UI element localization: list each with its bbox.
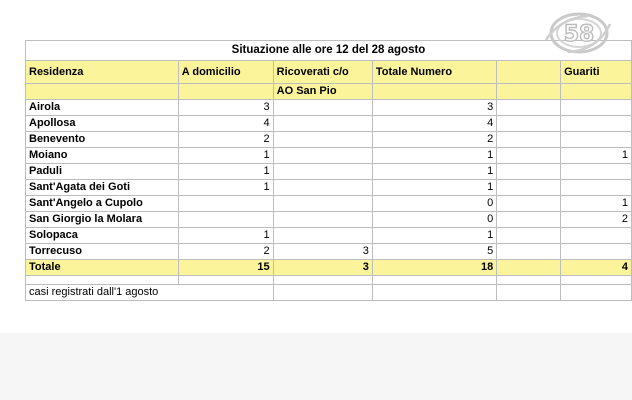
cell-ricoverati[interactable] — [273, 196, 372, 212]
covid-cases-spreadsheet — [25, 40, 632, 301]
cell-residenza[interactable]: Sant'Angelo a Cupolo — [26, 196, 179, 212]
cell-blank[interactable] — [497, 148, 561, 164]
cell-totale[interactable]: 1 — [372, 180, 496, 196]
cell-residenza[interactable]: Torrecuso — [26, 244, 179, 260]
cell-blank[interactable] — [497, 196, 561, 212]
data-rows — [26, 100, 632, 260]
table-row — [26, 196, 632, 212]
cell-ricoverati[interactable] — [273, 100, 372, 116]
header-totale-numero[interactable]: Totale Numero — [372, 61, 496, 84]
cell-totale[interactable]: 1 — [372, 164, 496, 180]
cell-totale[interactable]: 5 — [372, 244, 496, 260]
cell-guariti[interactable] — [561, 100, 632, 116]
cell-domicilio[interactable]: 1 — [178, 180, 273, 196]
cell-residenza[interactable]: Airola — [26, 100, 179, 116]
bottom-background — [0, 333, 632, 400]
cell-ricoverati[interactable] — [273, 180, 372, 196]
spacer-cell-e[interactable] — [497, 276, 561, 285]
channel-58-logo-icon — [540, 10, 614, 56]
cell-totale[interactable]: 0 — [372, 196, 496, 212]
cell-totale[interactable]: 3 — [372, 100, 496, 116]
cell-residenza[interactable]: Moiano — [26, 148, 179, 164]
cell-blank[interactable] — [497, 244, 561, 260]
logo-text: 58 — [563, 22, 595, 47]
header-row — [26, 61, 632, 84]
table-row — [26, 180, 632, 196]
total-totale[interactable]: 18 — [372, 260, 496, 276]
header-ricoverati[interactable]: Ricoverati c/o — [273, 61, 372, 84]
header-guariti[interactable]: Guariti — [561, 61, 632, 84]
sheet-title: Situazione alle ore 12 del 28 agosto — [26, 41, 632, 61]
cell-blank[interactable] — [497, 100, 561, 116]
cell-ricoverati[interactable] — [273, 212, 372, 228]
cell-ricoverati[interactable] — [273, 132, 372, 148]
cell-domicilio[interactable] — [178, 196, 273, 212]
subheader-cell-e[interactable] — [497, 84, 561, 100]
table-row — [26, 132, 632, 148]
cell-residenza[interactable]: Paduli — [26, 164, 179, 180]
total-guariti[interactable]: 4 — [561, 260, 632, 276]
cell-totale[interactable]: 2 — [372, 132, 496, 148]
cell-domicilio[interactable]: 2 — [178, 132, 273, 148]
cell-blank[interactable] — [497, 228, 561, 244]
table-row — [26, 116, 632, 132]
cell-totale[interactable]: 0 — [372, 212, 496, 228]
total-label[interactable]: Totale — [26, 260, 179, 276]
cell-ricoverati[interactable] — [273, 228, 372, 244]
cell-guariti[interactable]: 2 — [561, 212, 632, 228]
note-cell-c[interactable] — [273, 285, 372, 301]
cell-guariti[interactable] — [561, 116, 632, 132]
spacer-cell-c[interactable] — [273, 276, 372, 285]
cell-guariti[interactable] — [561, 228, 632, 244]
cell-domicilio[interactable]: 1 — [178, 164, 273, 180]
cell-blank[interactable] — [497, 132, 561, 148]
subheader-cell-f[interactable] — [561, 84, 632, 100]
cell-totale[interactable]: 4 — [372, 116, 496, 132]
cell-residenza[interactable]: San Giorgio la Molara — [26, 212, 179, 228]
cell-residenza[interactable]: Apollosa — [26, 116, 179, 132]
table-row — [26, 228, 632, 244]
cell-residenza[interactable]: Solopaca — [26, 228, 179, 244]
cell-guariti[interactable] — [561, 244, 632, 260]
cell-ricoverati[interactable] — [273, 116, 372, 132]
header-a-domicilio[interactable]: A domicilio — [178, 61, 273, 84]
note-cell[interactable]: casi registrati dall'1 agosto — [26, 285, 274, 301]
table-row — [26, 212, 632, 228]
subheader-ao-san-pio[interactable]: AO San Pio — [273, 84, 372, 100]
total-domicilio[interactable]: 15 — [178, 260, 273, 276]
spacer-cell-b[interactable] — [178, 276, 273, 285]
cell-blank[interactable] — [497, 164, 561, 180]
cell-totale[interactable]: 1 — [372, 228, 496, 244]
cell-totale[interactable]: 1 — [372, 148, 496, 164]
cell-guariti[interactable]: 1 — [561, 196, 632, 212]
cell-domicilio[interactable]: 1 — [178, 148, 273, 164]
cell-domicilio[interactable]: 2 — [178, 244, 273, 260]
header-residenza[interactable]: Residenza — [26, 61, 179, 84]
subheader-cell-a[interactable] — [26, 84, 179, 100]
note-row — [26, 285, 632, 301]
spacer-cell-a[interactable] — [26, 276, 179, 285]
cell-domicilio[interactable]: 4 — [178, 116, 273, 132]
cell-blank[interactable] — [497, 212, 561, 228]
cell-ricoverati[interactable] — [273, 164, 372, 180]
cell-domicilio[interactable]: 3 — [178, 100, 273, 116]
cell-guariti[interactable] — [561, 180, 632, 196]
note-cell-d[interactable] — [372, 285, 496, 301]
table-row — [26, 148, 632, 164]
note-cell-f[interactable] — [561, 285, 632, 301]
cell-domicilio[interactable] — [178, 212, 273, 228]
header-blank[interactable] — [497, 61, 561, 84]
cell-residenza[interactable]: Benevento — [26, 132, 179, 148]
cell-guariti[interactable] — [561, 132, 632, 148]
table-row — [26, 164, 632, 180]
spacer-row — [26, 276, 632, 285]
cell-ricoverati[interactable]: 3 — [273, 244, 372, 260]
cell-guariti[interactable]: 1 — [561, 148, 632, 164]
total-ricoverati[interactable]: 3 — [273, 260, 372, 276]
cell-guariti[interactable] — [561, 164, 632, 180]
cell-residenza[interactable]: Sant'Agata dei Goti — [26, 180, 179, 196]
cell-ricoverati[interactable] — [273, 148, 372, 164]
cell-domicilio[interactable]: 1 — [178, 228, 273, 244]
subheader-cell-d[interactable] — [372, 84, 496, 100]
subheader-row — [26, 84, 632, 100]
total-blank[interactable] — [497, 260, 561, 276]
table-row — [26, 244, 632, 260]
spacer-cell-d[interactable] — [372, 276, 496, 285]
cell-blank[interactable] — [497, 180, 561, 196]
total-row — [26, 260, 632, 276]
spacer-cell-f[interactable] — [561, 276, 632, 285]
note-cell-e[interactable] — [497, 285, 561, 301]
subheader-cell-b[interactable] — [178, 84, 273, 100]
cell-blank[interactable] — [497, 116, 561, 132]
table-row — [26, 100, 632, 116]
